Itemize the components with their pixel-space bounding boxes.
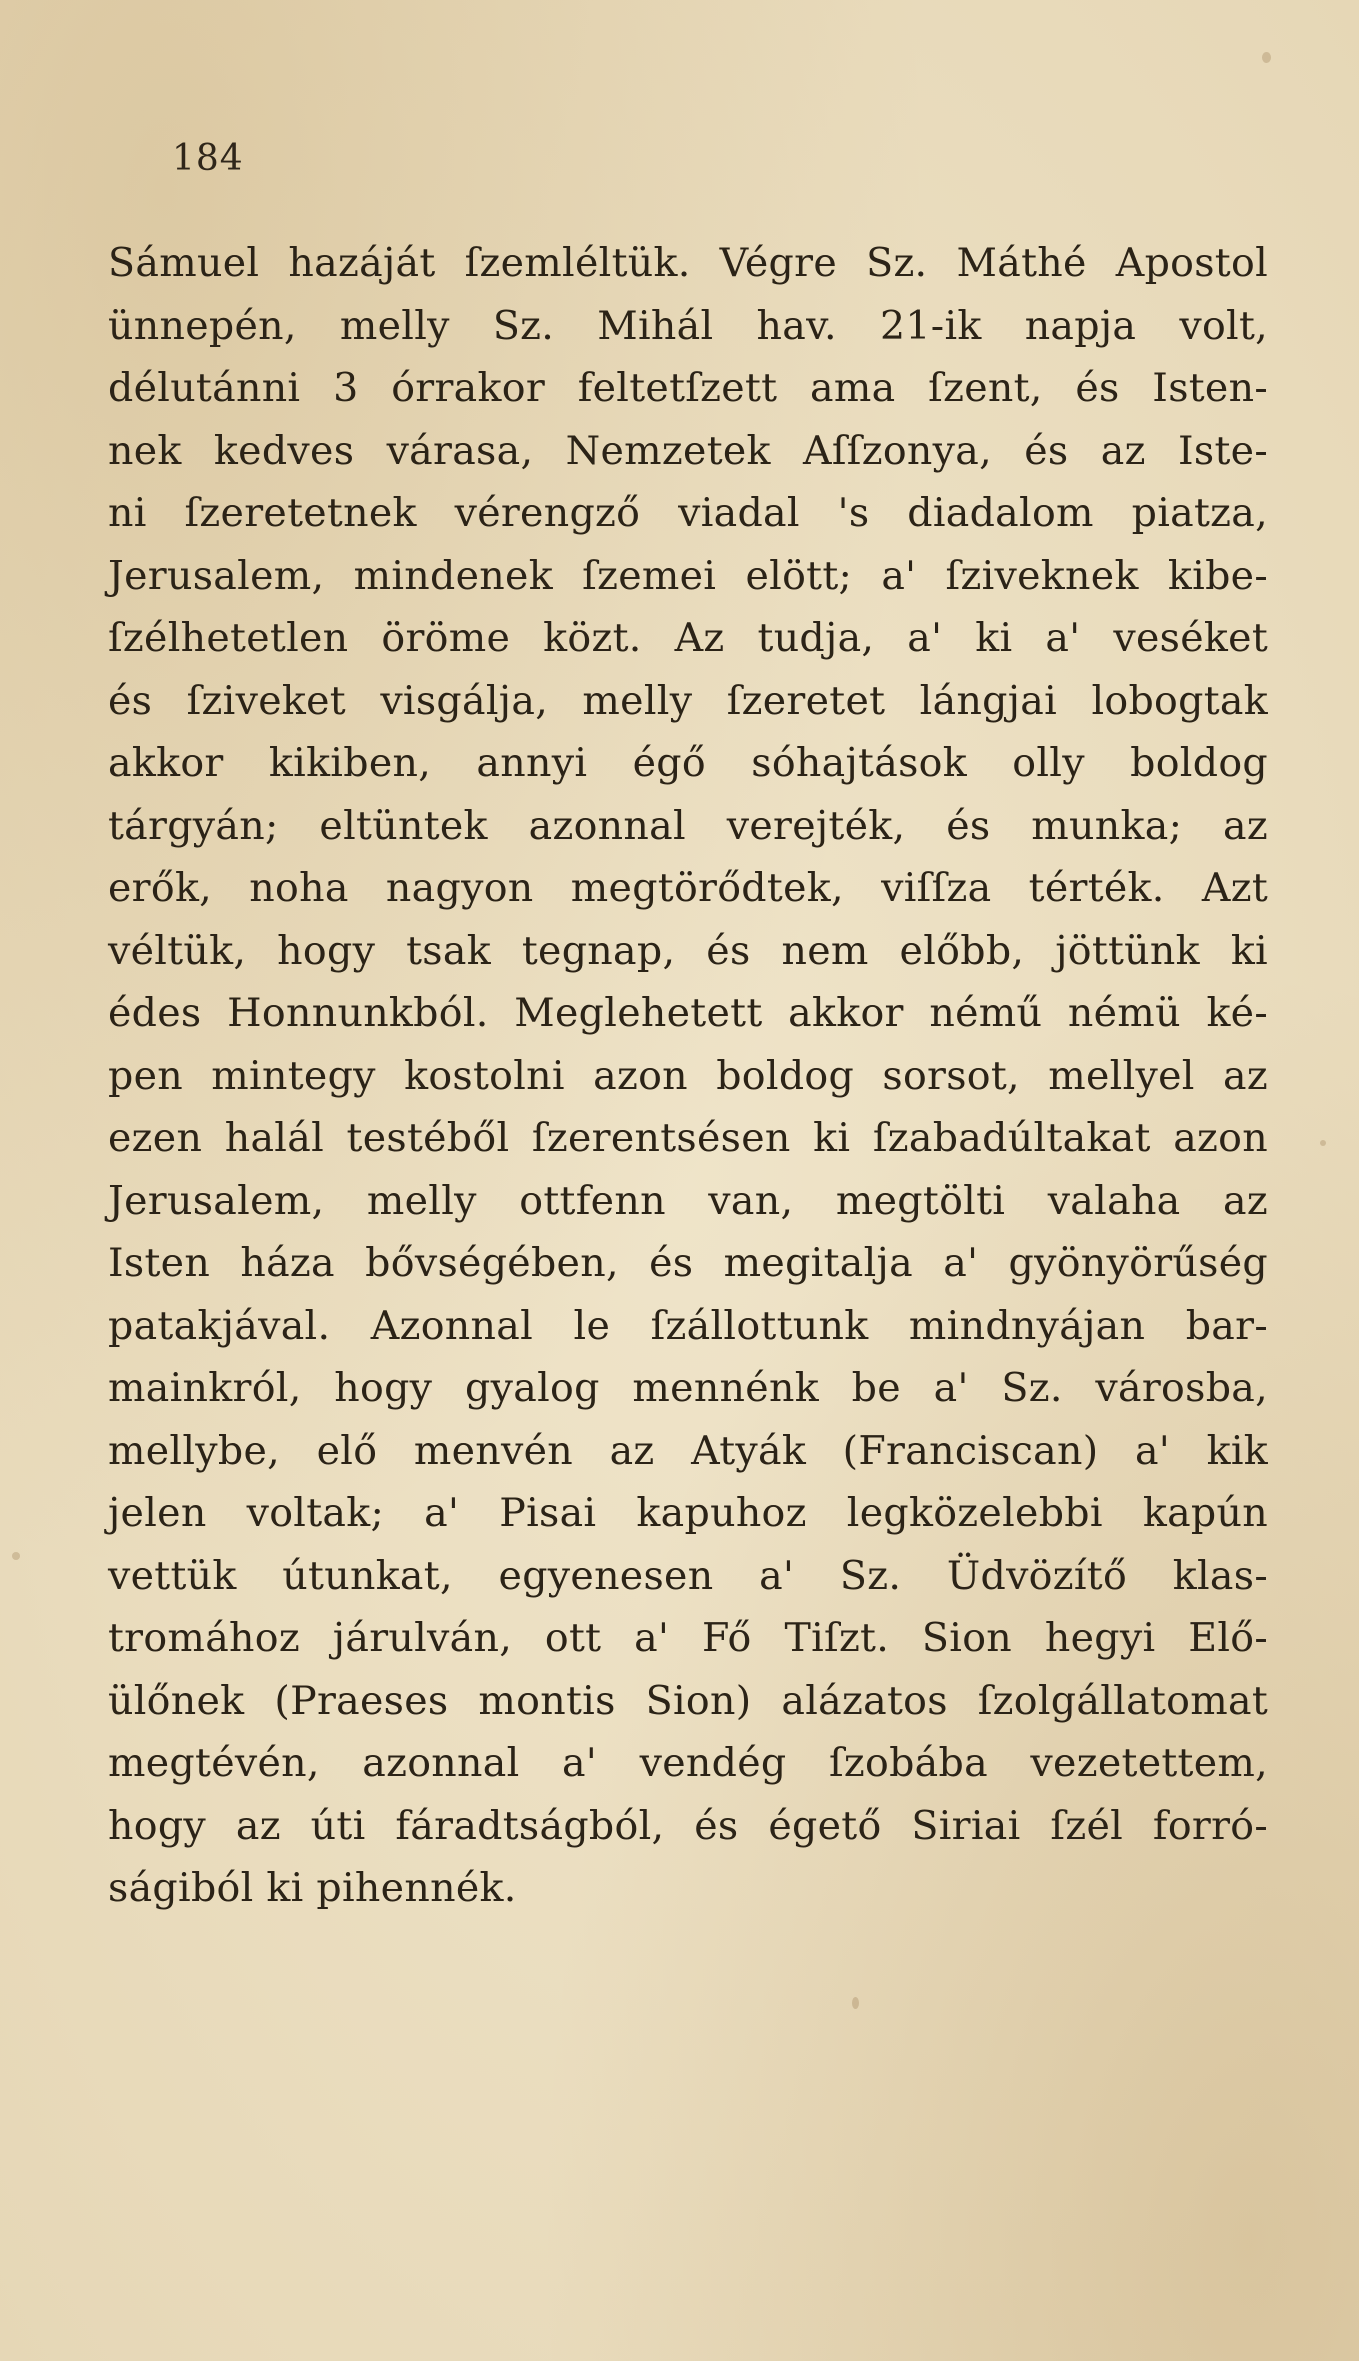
text-line: akkor kikiben, annyi égő sóhajtások olly boldog: [108, 740, 1268, 786]
text-line: édes Honnunkból. Meglehetett akkor némű némü ké-: [108, 990, 1268, 1036]
text-line: nek kedves várasa, Nemzetek Aſſzonya, és az Iste-: [108, 427, 1268, 474]
text-line: ságiból ki pihennék.: [108, 1865, 517, 1911]
text-line: Jerusalem, mindenek ſzemei elött; a' ſziveknek kibe-: [108, 552, 1268, 599]
text-line: ſzélhetetlen öröme közt. Az tudja, a' ki a' veséket: [108, 615, 1268, 661]
page-text: [108, 232, 1268, 1920]
text-line: ünnepén, melly Sz. Mihál hav. 21-ik napja volt,: [108, 302, 1268, 349]
paper-stain: [1320, 1140, 1326, 1146]
text-line: mellybe, elő menvén az Atyák (Franciscan) a' kik: [108, 1427, 1268, 1474]
text-line: ni ſzeretetnek vérengző viadal 's diadalom piatza,: [108, 490, 1268, 536]
text-line: vettük útunkat, egyenesen a' Sz. Üdvözítő klas-: [108, 1552, 1268, 1599]
text-line: mainkról, hogy gyalog mennénk be a' Sz. városba,: [108, 1365, 1268, 1411]
text-line: tárgyán; eltüntek azonnal verejték, és munka; az: [108, 802, 1268, 849]
paper-stain: [12, 1552, 20, 1560]
text-line: ülőnek (Praeses montis Sion) alázatos ſzolgállatomat: [108, 1677, 1268, 1724]
text-line: Jerusalem, melly ottfenn van, megtölti valaha az: [108, 1177, 1268, 1224]
text-line: erők, noha nagyon megtörődtek, viſſza térték. Azt: [108, 865, 1268, 911]
text-line: ezen halál testéből ſzerentsésen ki ſzabadúltakat azon: [108, 1115, 1268, 1161]
text-line: jelen voltak; a' Pisai kapuhoz legközelebbi kapún: [108, 1490, 1268, 1536]
text-line: pen mintegy kostolni azon boldog sorsot, mellyel az: [108, 1052, 1268, 1099]
text-line: véltük, hogy tsak tegnap, és nem előbb, jöttünk ki: [108, 927, 1268, 974]
text-line: Sámuel hazáját ſzemléltük. Végre Sz. Máthé Apostol: [108, 240, 1268, 286]
text-line: hogy az úti fáradtságból, és égető Siriai ſzél forró-: [108, 1802, 1268, 1849]
text-line: megtévén, azonnal a' vendég ſzobába vezetettem,: [108, 1740, 1268, 1786]
text-line: Isten háza bővségében, és megitalja a' gyönyörűség: [108, 1240, 1268, 1286]
text-line: délutánni 3 órrakor feltetſzett ama ſzent, és Isten-: [108, 365, 1268, 411]
text-line: patakjával. Azonnal le ſzállottunk mindnyájan bar-: [108, 1302, 1268, 1349]
text-line: tromához járulván, ott a' Fő Tiſzt. Sion hegyi Elő-: [108, 1615, 1268, 1661]
text-line: és ſziveket visgálja, melly ſzeretet lángjai lobogtak: [108, 677, 1268, 724]
paper-stain: [852, 1997, 859, 2009]
page-number: 184: [172, 138, 244, 179]
paper-stain: [1262, 52, 1271, 63]
